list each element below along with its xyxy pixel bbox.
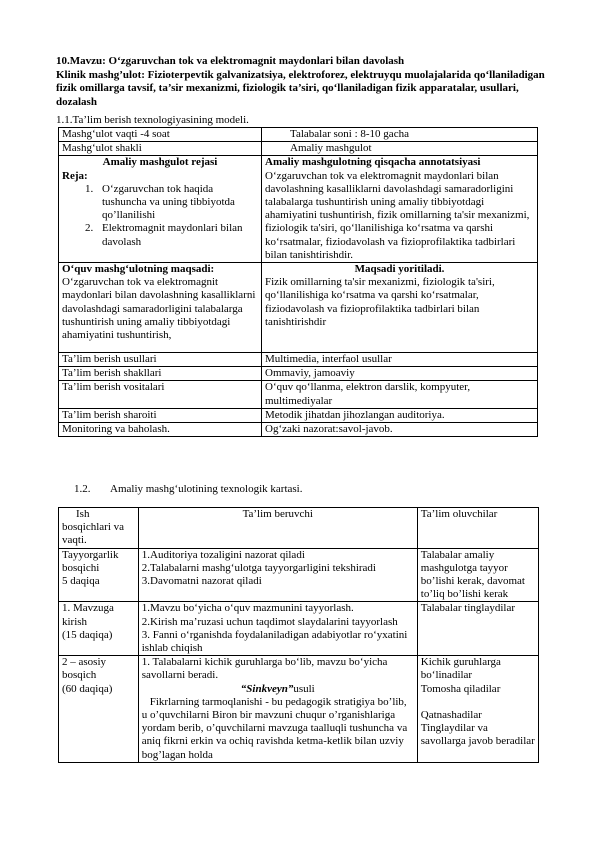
row-label: Ta’lim berish vositalari (59, 381, 262, 408)
student-action: Tinglaydilar va savollarga javob beradilar (420, 722, 535, 748)
annotation-text: O‘zgaruvchan tok va elektromagnit maydonlari bilan davolashning kasalliklarni davolashdagi samaradorligini talabalarga tushuntirish uning amaliy tibbiyotdagi ahamiyatini tushuntirish, fizik omillarning ta'sir mexanizmi, fiziologik ta'siri, qo‘llanilishiga ko‘rsatma va qarshi ko‘rsatmalar, fiziodavolash va fizioprofilaktika tadbirlari bilan tanishtirishdir. (265, 169, 530, 261)
method-suffix: usuli (293, 682, 315, 695)
row-value: Ommaviy, jamoaviy (262, 367, 538, 381)
students-cell: Talabalar tinglaydilar (417, 602, 538, 656)
topic-title: 10.Mavzu: O‘zgaruvchan tok va elektromagnit maydonlari bilan davolash (56, 55, 405, 67)
spacer (421, 696, 535, 709)
teacher-action: 1.Mavzu bo‘yicha o‘quv mazmunini tayyorlash. (141, 602, 354, 615)
list-item: 1. O‘zgaruvchan tok haqida tushuncha va uning tibbiyotda qo’llanilishi (96, 183, 258, 223)
stage-name: 1. Mavzuga (62, 602, 114, 615)
form-label-cell: Mashg‘ulot shakli (59, 142, 262, 156)
teacher-action: 1. Talabalarni kichik guruhlarga bo‘lib, mavzu bo‘yicha savollarni beradi. (141, 656, 388, 682)
stage-name: Tayyorgarlik (62, 548, 119, 561)
header-teacher: Ta’lim beruvchi (138, 508, 417, 549)
section-caption-card (74, 483, 302, 495)
stage-name: 2 – asosiy (62, 656, 106, 669)
table-row (59, 381, 538, 408)
teacher-cell (138, 602, 417, 656)
goal-title: O‘quv mashg‘ulotning maqsadi: (62, 263, 215, 276)
plan-list (62, 183, 258, 249)
table-header-row (59, 508, 539, 549)
table-row (59, 128, 538, 142)
table-row (59, 367, 538, 381)
row-label: Monitoring va baholash. (59, 423, 262, 437)
students-count-cell: Talabalar soni : 8-10 gacha (262, 128, 538, 142)
row-value: O‘quv qo‘llanma, elektron darslik, kompyuter, multimediyalar (262, 381, 538, 408)
plan-cell (59, 156, 262, 263)
teacher-action: 2.Kirish ma’ruzasi uchun taqdimot slaydalarini tayyorlash (141, 615, 398, 628)
plan-title: Amaliy mashgulot rejasi (102, 156, 218, 169)
stage-duration: (60 daqiqa) (62, 682, 113, 695)
table-row (59, 423, 538, 437)
technology-card-table (58, 507, 539, 763)
teaching-model-table (58, 127, 538, 437)
goal-text: O‘zgaruvchan tok va elektromagnit maydonlari bilan davolashning kasalliklarni davolashdagi samaradorligini talabalarga tushuntirish uning amaliy tibbiyotdagi ahamiyatini tushuntirish, (62, 276, 256, 342)
table-row (59, 602, 539, 656)
table-row (59, 408, 538, 422)
aim-cell (262, 263, 538, 353)
stage-cell (59, 602, 139, 656)
teacher-action: 3. Fanni o‘rganishda foydalaniladigan adabiyotlar ro‘yxatini ishlab chiqish (141, 628, 408, 655)
table-row (59, 656, 539, 763)
student-action: Kichik guruhlarga bo‘linadilar (420, 656, 501, 682)
document-heading (56, 55, 546, 109)
row-label: Ta’lim berish usullari (59, 353, 262, 367)
row-label: Ta’lim berish sharoiti (59, 408, 262, 422)
students-cell (417, 656, 538, 763)
aim-title: Maqsadi yoritiladi. (354, 263, 445, 276)
table-row (59, 156, 538, 263)
row-value: Metodik jihatdan jihozlangan auditoriya. (262, 408, 538, 422)
teacher-action: 3.Davomatni nazorat qiladi (141, 575, 262, 588)
form-value-cell: Amaliy mashgulot (262, 142, 538, 156)
stage-name: bosqichi (62, 561, 100, 574)
list-item: 2. Elektromagnit maydonlari bilan davolash (96, 222, 258, 248)
stage-cell (59, 656, 139, 763)
stage-duration: 5 daqiqa (62, 575, 100, 588)
stage-cell (59, 548, 139, 602)
teacher-action: 1.Auditoriya tozaligini nazorat qiladi (141, 548, 305, 561)
stage-name: kirish (62, 615, 88, 628)
row-label: Ta’lim berish shakllari (59, 367, 262, 381)
table-row (59, 548, 539, 602)
method-title (142, 683, 414, 696)
plan-reja-label: Reja: (62, 169, 88, 182)
annotation-cell (262, 156, 538, 263)
method-description: Fikrlarning tarmoqlanishi - bu pedagogik stratigiya bo’lib, u o’quvchilarni Biron bir mavzuni chuqur o’rganishlariga yordam berib, o’quvchilarni mavzuga taalluqli tushuncha va aniq fikrni erkin va ochiq ravishda ketma-ketlik bilan uzviy bog’lagan holda (141, 695, 408, 761)
clinical-session-title: Klinik mashg’ulot: Fizioterpevtik galvanizatsiya, elektroforez, elektruyqu muolajalarida qo‘llaniladigan fizik omillarga tavsif, ta’sir mexanizmi, fiziologik ta’siri, qo‘llaniladigan fizik apparatalar, usullari, dozalash (56, 68, 545, 108)
student-action: Tomosha qiladilar (420, 682, 501, 695)
header-stage: Ish bosqichlari va vaqti. (59, 508, 139, 549)
section-caption-text: Amaliy mashg‘ulotining texnologik kartasi. (110, 483, 303, 495)
aim-text: Fizik omillarning ta'sir mexanizmi, fiziologik ta'siri, qo‘llanilishiga ko‘rsatma va qarshi ko‘rsatmalar, fiziodavolash va fizioprofilaktika tadbirlari bilan tanishtirishdir (265, 276, 495, 328)
row-value: Og‘zaki nazorat:savol-javob. (262, 423, 538, 437)
table-row (59, 142, 538, 156)
section-caption-model: 1.1.Ta’lim berish texnologiyasining modeli. (56, 114, 249, 126)
time-cell: Mashg‘ulot vaqti -4 soat (59, 128, 262, 142)
row-value: Multimedia, interfaol usullar (262, 353, 538, 367)
teacher-action: 2.Talabalarni mashg‘ulotga tayyorgarligini tekshiradi (141, 561, 376, 574)
teacher-cell (138, 548, 417, 602)
annotation-title: Amaliy mashgulotning qisqacha annotatsiyasi (265, 156, 481, 169)
header-students: Ta’lim oluvchilar (417, 508, 538, 549)
student-action: Qatnashadilar (420, 708, 482, 721)
section-number: 1.2. (74, 483, 91, 495)
students-cell: Talabalar amaliy mashgulotga tayyor bo’lishi kerak, davomat to’liq bo’lishi kerak (417, 548, 538, 602)
table-row (59, 353, 538, 367)
stage-duration: (15 daqiqa) (62, 628, 113, 641)
stage-name: bosqich (62, 669, 97, 682)
goal-cell (59, 263, 262, 353)
teacher-cell (138, 656, 417, 763)
table-row (59, 263, 538, 353)
method-name: “Sinkveyn” (240, 682, 294, 695)
